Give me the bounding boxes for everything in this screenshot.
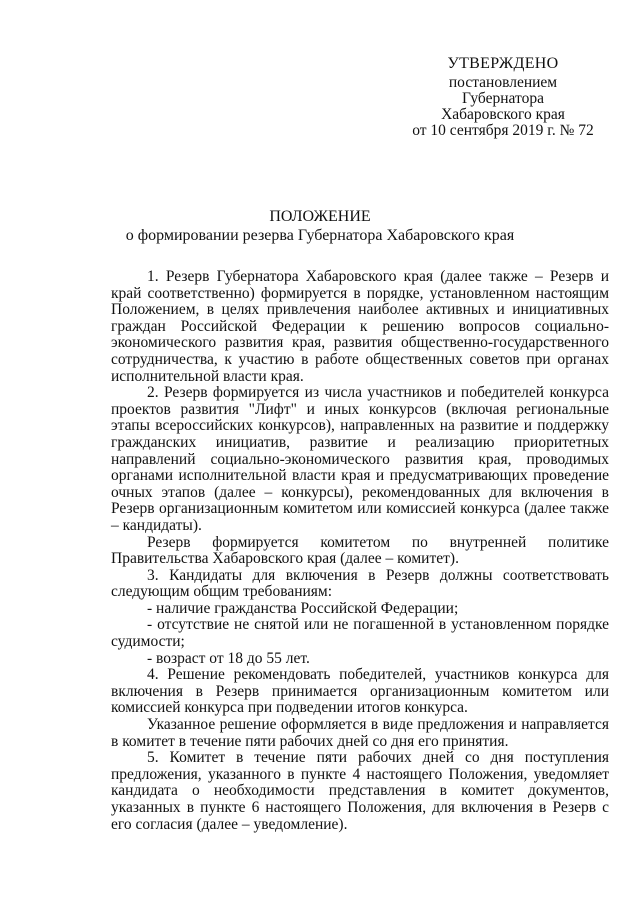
document-title [0, 207, 640, 245]
paragraph-2-note: Резерв формируется комитетом по внутренней политике Правительства Хабаровского края (далее – комитет). [111, 533, 609, 568]
approved-label: УТВЕРЖДЕНО [447, 55, 559, 72]
approval-stamp [400, 56, 606, 139]
requirement-age: - возраст от 18 до 55 лет. [147, 649, 310, 667]
document-body [111, 269, 609, 833]
paragraph-1: 1. Резерв Губернатора Хабаровского края (далее также – Резерв и край соответственно) формируется в порядке, установленном настоящим Положением, в целях привлечения наиболее активных и инициативных граждан Российской Федерации к решению вопросов социально-экономического развития края, развития общественно-государственного сотрудничества, к участию в работе общественных советов при органах исполнительной власти края. [111, 268, 609, 385]
paragraph-5: 5. Комитет в течение пяти рабочих дней со дня поступления предложения, указанного в пункте 4 настоящего Положения, уведомляет кандидата о необходимости представления в комитет документов, указанных в пункте 6 настоящего Положения, для включения в Резерв с его согласия (далее – уведомление). [111, 749, 609, 833]
paragraph-4-note: Указанное решение оформляется в виде предложения и направляется в комитет в течение пяти рабочих дней со дня его принятия. [111, 716, 609, 750]
approval-line-date: от 10 сентября 2019 г. № 72 [412, 122, 594, 139]
document-heading: ПОЛОЖЕНИЕ [269, 208, 371, 225]
approval-line-resolution: постановлением [448, 74, 558, 91]
approval-line-region: Хабаровского края [441, 106, 565, 123]
approval-line-governor: Губернатора [462, 90, 544, 107]
paragraph-2: 2. Резерв формируется из числа участников и победителей конкурса проектов развития "Лифт" и иных конкурсов (включая региональные этапы всероссийских конкурсов), направленных на развитие и поддержку гражданских инициатив, развитие и реализацию приоритетных направлений социально-экономического развития края, проводимых органами исполнительной власти края и предусматривающих проведение очных этапов (далее – конкурсы), рекомендованных для включения в Резерв организационным комитетом или комиссией конкурса (далее также – кандидаты). [111, 384, 609, 534]
paragraph-4: 4. Решение рекомендовать победителей, участников конкурса для включения в Резерв принимается организационным комитетом или комиссией конкурса при подведении итогов конкурса. [111, 666, 609, 717]
requirement-citizenship: - наличие гражданства Российской Федерации; [147, 599, 459, 617]
paragraph-3: 3. Кандидаты для включения в Резерв должны соответствовать следующим общим требованиям: [111, 566, 609, 601]
requirement-no-conviction: - отсутствие не снятой или не погашенной в установленном порядке судимости; [111, 616, 609, 651]
document-subheading: о формировании резерва Губернатора Хабаровского края [125, 227, 515, 244]
